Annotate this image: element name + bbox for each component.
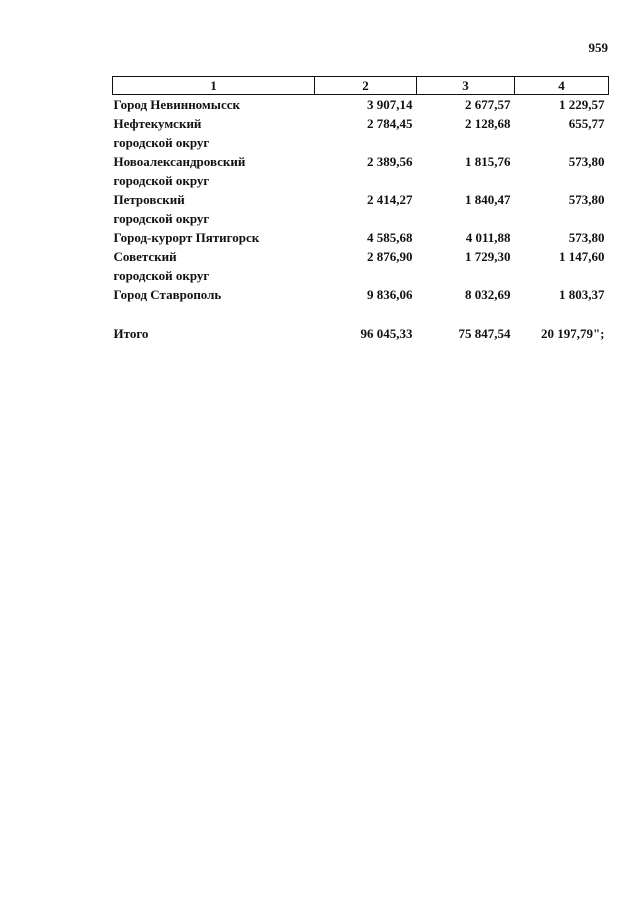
total-value-col4: 20 197,79"; (540, 326, 605, 341)
row-value-col2: 2 414,27 (367, 192, 413, 207)
row-value-col2: 2 784,45 (367, 116, 413, 131)
row-value-col2: 4 585,68 (367, 230, 413, 245)
row-name: Советский городской округ (113, 249, 210, 283)
table-row (113, 285, 609, 304)
data-table (112, 76, 609, 343)
row-value-col3: 1 840,47 (465, 192, 511, 207)
row-value-col3: 2 128,68 (465, 116, 511, 131)
column-header-4: 4 (515, 77, 609, 95)
table-row (113, 95, 609, 115)
row-value-col4: 573,80 (568, 192, 605, 207)
table-row (113, 190, 609, 228)
row-value-col4: 1 147,60 (559, 249, 605, 264)
table-total-row (113, 324, 609, 343)
row-value-col2: 9 836,06 (367, 287, 413, 302)
column-header-3: 3 (417, 77, 515, 95)
table-row (113, 152, 609, 190)
row-value-col4: 573,80 (568, 230, 605, 245)
row-name: Петровский городской округ (113, 192, 210, 226)
row-value-col3: 4 011,88 (465, 230, 511, 245)
row-value-col3: 8 032,69 (465, 287, 511, 302)
table-row (113, 114, 609, 152)
row-value-col4: 655,77 (568, 116, 605, 131)
column-header-1: 1 (113, 77, 315, 95)
row-value-col2: 2 389,56 (367, 154, 413, 169)
total-label: Итого (113, 326, 149, 341)
row-name: Город-курорт Пятигорск (113, 230, 260, 245)
row-value-col3: 1 815,76 (465, 154, 511, 169)
table-row (113, 228, 609, 247)
table-spacer-row (113, 304, 609, 324)
column-header-2: 2 (315, 77, 417, 95)
page-number: 959 (588, 40, 608, 55)
row-value-col3: 2 677,57 (465, 97, 511, 112)
table-header (113, 77, 609, 95)
row-value-col4: 1 803,37 (559, 287, 605, 302)
table-body (113, 95, 609, 344)
row-value-col2: 2 876,90 (367, 249, 413, 264)
row-name: Город Ставрополь (113, 287, 222, 302)
table-row (113, 247, 609, 285)
total-value-col3: 75 847,54 (458, 326, 511, 341)
table-header-row (113, 77, 609, 95)
table-spacer-cell (113, 304, 609, 324)
row-name: Новоалександровский городской округ (113, 154, 246, 188)
row-value-col2: 3 907,14 (367, 97, 413, 112)
row-value-col3: 1 729,30 (465, 249, 511, 264)
data-table-container (112, 76, 608, 343)
row-value-col4: 573,80 (568, 154, 605, 169)
total-value-col2: 96 045,33 (360, 326, 413, 341)
row-value-col4: 1 229,57 (559, 97, 605, 112)
row-name: Город Невинномысск (113, 97, 240, 112)
row-name: Нефтекумский городской округ (113, 116, 210, 150)
